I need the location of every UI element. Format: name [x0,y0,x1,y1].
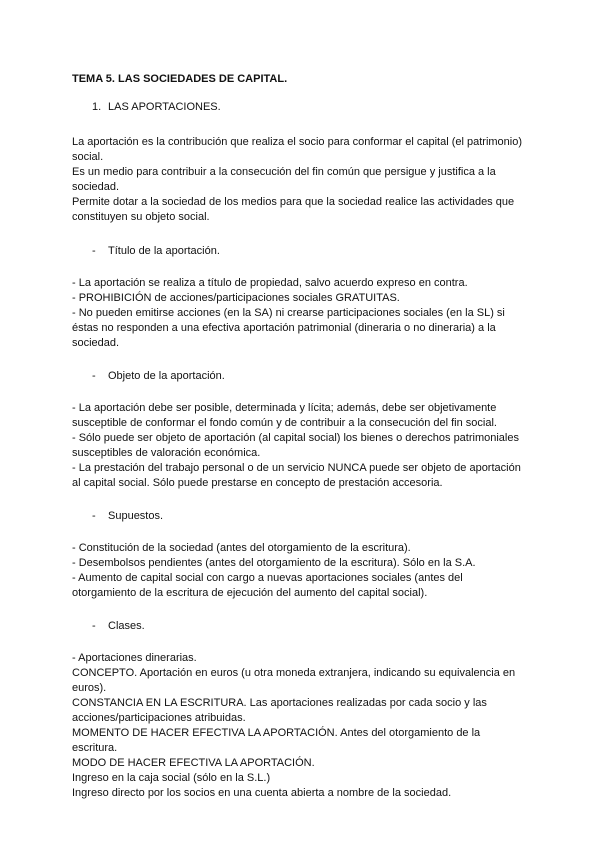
section-number: 1. [92,101,102,113]
text-line: otorgamiento de la escritura de ejecución del aumento del capital social). [72,587,428,599]
subsection-body [72,541,536,601]
subsection-title: Supuestos. [108,510,164,522]
text-line: - Desembolsos pendientes (antes del otorgamiento de la escritura). Sólo en la S.A. [72,557,476,569]
text-line: MOMENTO DE HACER EFECTIVA LA APORTACIÓN. Antes del otorgamiento de la [72,727,481,739]
text-line: sociedad. [72,181,120,193]
text-line: acciones/participaciones atribuidas. [72,712,246,724]
text-line: social. [72,151,104,163]
text-line: - Sólo puede ser objeto de aportación (al capital social) los bienes o derechos patrimoniales [72,432,519,444]
text-line: - Constitución de la sociedad (antes del otorgamiento de la escritura). [72,542,411,554]
text-line: éstas no responden a una efectiva aportación patrimonial (dineraria o no dineraria) a la [72,322,496,334]
text-line: - La prestación del trabajo personal o de un servicio NUNCA puede ser objeto de aportación [72,462,521,474]
text-line: escritura. [72,742,118,754]
text-line: Ingreso en la caja social (sólo en la S.L.) [72,772,271,784]
text-line: - Aportaciones dinerarias. [72,652,197,664]
subsection-heading [92,244,536,259]
text-line: Permite dotar a la sociedad de los medios para que la sociedad realice las actividades que [72,196,515,208]
section-label: LAS APORTACIONES. [108,101,221,113]
subsection-heading [92,619,536,634]
text-line: euros). [72,682,107,694]
intro-paragraph [72,135,536,225]
section-heading [92,100,536,115]
text-line: Ingreso directo por los socios en una cuenta abierta a nombre de la sociedad. [72,787,452,799]
dash-bullet: - [92,370,96,382]
document-page [72,72,536,819]
text-line: CONCEPTO. Aportación en euros (u otra moneda extranjera, indicando su equivalencia en [72,667,516,679]
text-line: CONSTANCIA EN LA ESCRITURA. Las aportaciones realizadas por cada socio y las [72,697,487,709]
text-line: La aportación es la contribución que realiza el socio para conformar el capital (el patrimonio) [72,136,523,148]
subsection-body [72,276,536,351]
text-line: constituyen su objeto social. [72,211,210,223]
text-line: - La aportación debe ser posible, determinada y lícita; además, debe ser objetivamente [72,402,497,414]
text-line: Es un medio para contribuir a la consecución del fin común que persigue y justifica a la [72,166,496,178]
text-line: - La aportación se realiza a título de propiedad, salvo acuerdo expreso en contra. [72,277,468,289]
subsection-heading [92,369,536,384]
page-title: TEMA 5. LAS SOCIEDADES DE CAPITAL. [72,73,288,85]
dash-bullet: - [92,510,96,522]
text-line: al capital social. Sólo puede prestarse en concepto de prestación accesoria. [72,477,443,489]
text-line: - Aumento de capital social con cargo a nuevas aportaciones sociales (antes del [72,572,463,584]
text-line: MODO DE HACER EFECTIVA LA APORTACIÓN. [72,757,315,769]
subsection-title: Título de la aportación. [108,245,220,257]
subsection-body [72,401,536,491]
subsection-title: Clases. [108,620,145,632]
text-line: - PROHIBICIÓN de acciones/participaciones sociales GRATUITAS. [72,292,400,304]
text-line: - No pueden emitirse acciones (en la SA) ni crearse participaciones sociales (en la SL) si [72,307,505,319]
text-line: sociedad. [72,337,120,349]
subsection-title: Objeto de la aportación. [108,370,225,382]
dash-bullet: - [92,245,96,257]
subsection-heading [92,509,536,524]
text-line: susceptible de conformar el fondo común y de contribuir a la consecución del fin social. [72,417,497,429]
text-line: susceptibles de valoración económica. [72,447,261,459]
subsection-body [72,651,536,801]
dash-bullet: - [92,620,96,632]
